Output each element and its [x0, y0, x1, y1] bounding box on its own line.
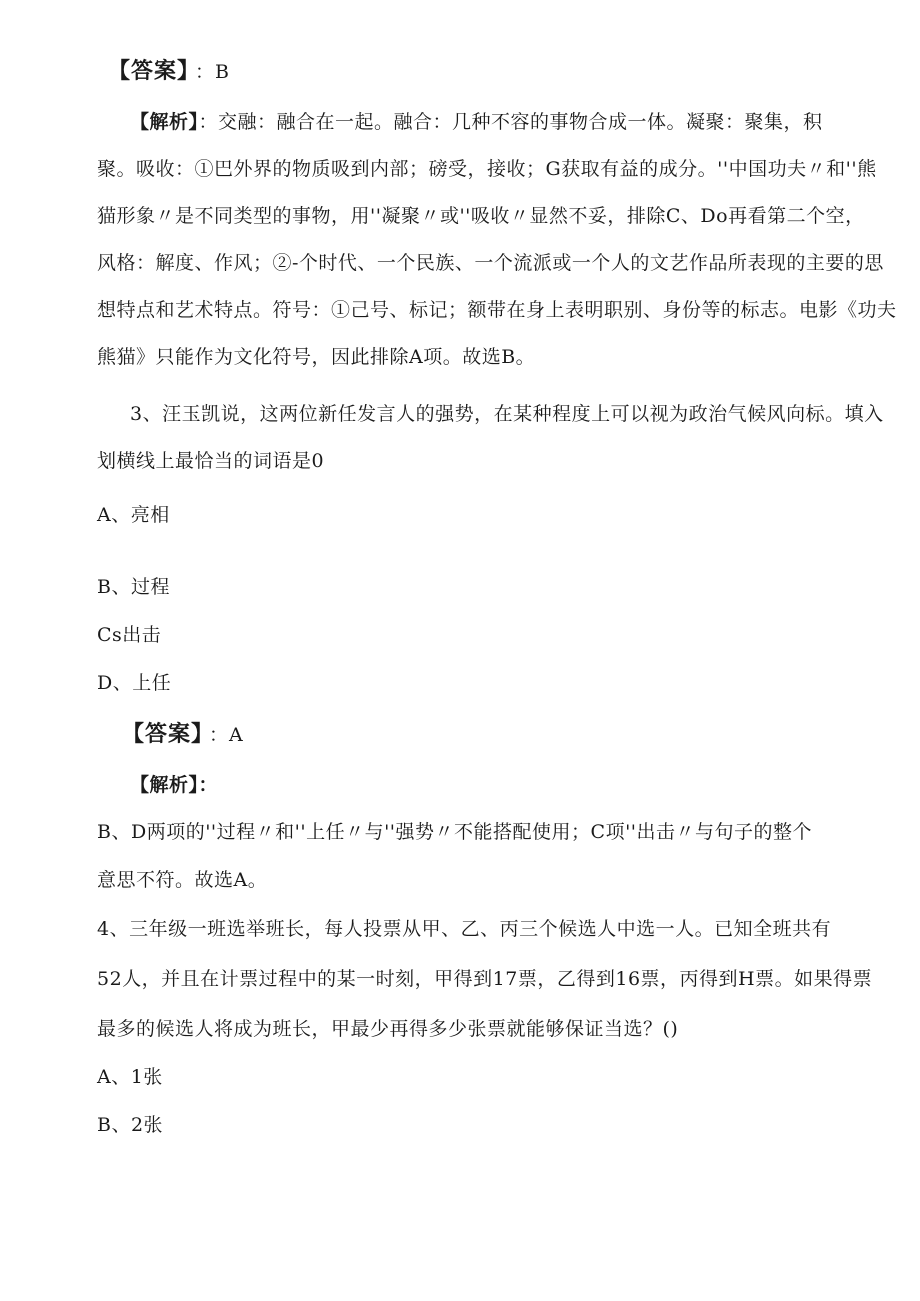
q3-option-a: A、亮相 — [97, 504, 170, 526]
q3-option-d: D、上任 — [97, 672, 172, 694]
q4-stem-line-1: 4、三年级一班选举班长，每人投票从甲、乙、丙三个候选人中选一人。已知全班共有 — [97, 918, 832, 940]
q3-option-b: B、过程 — [97, 576, 170, 598]
q2-answer-label: 【答案】 — [108, 59, 190, 84]
q2-analysis-label: 【解析】 — [130, 111, 199, 133]
q3-answer-label: 【答案】 — [122, 722, 204, 747]
q3-answer — [122, 723, 244, 747]
q3-analysis-line-2: 意思不符。故选A。 — [97, 869, 268, 891]
q4-stem-line-2: 52人，并且在计票过程中的某一时刻，甲得到17票，乙得到16票，丙得到H票。如果得票 — [97, 968, 873, 990]
q4-option-b: B、2张 — [97, 1114, 164, 1136]
q3-stem-line-2: 划横线上最恰当的词语是0 — [97, 450, 325, 472]
q4-option-a: A、1张 — [97, 1066, 163, 1088]
q3-analysis-line-1: B、D两项的''过程〃和''上任〃与''强势〃不能搭配使用；C项''出击〃与句子的整个 — [97, 821, 813, 843]
q2-analysis-line-4: 风格：解度、作风；②-个时代、一个民族、一个流派或一个人的文艺作品所表现的主要的思 — [97, 252, 884, 274]
q2-analysis-line-2: 聚。吸收：①巴外界的物质吸到内部；磅受，接收；G获取有益的成分。''中国功夫〃和''熊 — [97, 158, 877, 180]
q4-stem-line-3: 最多的候选人将成为班长，甲最少再得多少张票就能够保证当选？() — [97, 1018, 679, 1040]
q2-answer-value: ：B — [195, 61, 230, 83]
q2-analysis-line-5: 想特点和艺术特点。符号：①己号、标记；额带在身上表明职别、身份等的标志。电影《功夫 — [97, 299, 897, 321]
q2-analysis-line-1 — [130, 110, 823, 134]
q2-analysis-line-3: 猫形象〃是不同类型的事物，用''凝聚〃或''吸收〃显然不妥，排除C、Do再看第二个空， — [97, 205, 865, 227]
q2-analysis-line-6: 熊猫》只能作为文化符号，因此排除A项。故选B。 — [97, 346, 536, 368]
q3-analysis-label: 【解析】： — [130, 774, 219, 796]
q2-analysis-text: ：交融：融合在一起。融合：几种不容的事物合成一体。凝聚：聚集，积 — [198, 111, 823, 133]
q2-answer — [108, 60, 230, 84]
q3-answer-value: ：A — [209, 724, 244, 746]
q3-stem-line-1: 3、汪玉凯说，这两位新任发言人的强势，在某种程度上可以视为政治气候风向标。填入 — [130, 403, 884, 425]
q3-option-c: Cs出击 — [97, 624, 162, 646]
